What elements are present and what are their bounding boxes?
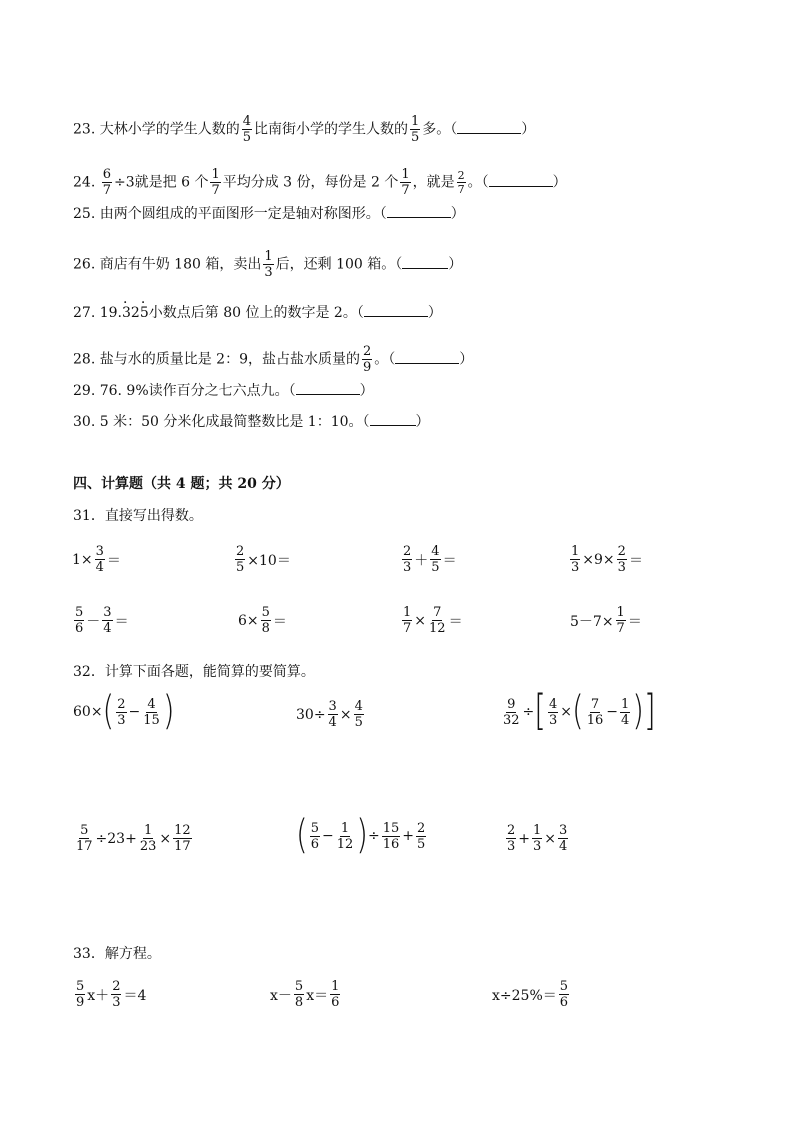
fraction: $\frac{6}{7}$ xyxy=(102,167,111,198)
equation-33-2: x－ $\frac{5}{8}$ x＝ $\frac{1}{6}$ xyxy=(270,979,340,1010)
calc-32-1: 60×( $\frac{2}{3}$ − $\frac{4}{15}$ ) xyxy=(73,687,175,735)
fraction: $\frac{4}{5}$ xyxy=(242,114,251,145)
calc-31-8: 5－7× $\frac{1}{7}$ ＝ xyxy=(570,605,642,636)
fraction: $\frac{2}{7}$ xyxy=(457,169,465,196)
question-number: 27. xyxy=(73,305,96,321)
question-number: 28. xyxy=(73,351,96,368)
calc-32-4: $\frac{5}{17}$ ÷23+ $\frac{1}{23}$ × $\frac{12}{17}$ xyxy=(76,823,191,854)
question-26: 26. 商店有牛奶 180 箱，卖出 $\frac{1}{3}$ 后，还剩 100 箱。（ ） xyxy=(73,249,463,280)
fraction: $\frac{1}{5}$ xyxy=(411,114,420,145)
question-31-title: 31．直接写出得数。 xyxy=(73,508,203,524)
question-number: 26. xyxy=(73,256,96,273)
calc-31-7: $\frac{1}{7}$ × $\frac{7}{12}$ ＝ xyxy=(403,605,463,636)
fraction: $\frac{2}{9}$ xyxy=(362,344,372,375)
calc-31-3: $\frac{2}{3}$ ＋ $\frac{4}{5}$ ＝ xyxy=(403,544,457,575)
section-heading: 四、计算题（共 4 题；共 20 分） xyxy=(73,476,290,492)
answer-blank[interactable] xyxy=(387,205,451,218)
calc-32-3: $\frac{9}{32}$ ÷[ $\frac{4}{3}$ ×( $\frac{7}{16}$ − $\frac{1}{4}$ )] xyxy=(503,686,656,736)
question-text: 比南街小学的学生人数的 xyxy=(254,121,408,138)
fraction: $\frac{1}{7}$ xyxy=(401,167,410,198)
question-number: 29. xyxy=(73,383,96,399)
calc-31-4: $\frac{1}{3}$ ×9× $\frac{2}{3}$ ＝ xyxy=(571,544,643,575)
question-29: 29. 76. 9%读作百分之七六点九。（ ） xyxy=(73,383,374,399)
question-24: 24. $\frac{6}{7}$ ÷3就是把 6 个 $\frac{1}{7}$ 平均分成 3 份，每份是 2 个 $\frac{1}{7}$ ，就是 $\frac{2}{7}$ 。（ ） xyxy=(73,167,567,198)
answer-blank[interactable] xyxy=(402,256,448,269)
question-text: 商店有牛奶 180 箱，卖出 xyxy=(99,256,262,273)
calc-32-5: ( $\frac{5}{6}$ − $\frac{1}{12}$ )÷ $\frac{15}{16}$ + $\frac{2}{5}$ xyxy=(296,811,426,859)
question-33-title: 33．解方程。 xyxy=(73,946,161,962)
question-number: 25. xyxy=(73,206,96,222)
fraction: $\frac{1}{7}$ xyxy=(211,167,220,198)
question-27: 27. 19.· 32· 5小数点后第 80 位上的数字是 2。（ ） xyxy=(73,304,442,322)
answer-blank[interactable] xyxy=(457,121,521,134)
calc-31-1: 1× $\frac{3}{4}$ ＝ xyxy=(72,544,121,575)
answer-blank[interactable] xyxy=(370,413,416,426)
question-25: 25. 由两个圆组成的平面图形一定是轴对称图形。（ ） xyxy=(73,206,465,222)
question-number: 23. xyxy=(73,121,96,138)
question-number: 24. xyxy=(73,174,96,191)
question-text: 76. 9%读作百分之七六点九。（ xyxy=(99,383,296,399)
answer-blank[interactable] xyxy=(296,382,360,395)
question-text: 小数点后第 80 位上的数字是 2。（ xyxy=(148,305,364,321)
question-text: 盐与水的质量比是 2：9，盐占盐水质量的 xyxy=(99,351,360,368)
calc-31-2: $\frac{2}{5}$ ×10＝ xyxy=(236,544,291,575)
calc-32-6: $\frac{2}{3}$ + $\frac{1}{3}$ × $\frac{3}{4}$ xyxy=(507,823,568,854)
repeating-decimal: 19.· 32· 5 xyxy=(100,305,149,321)
question-32-title: 32．计算下面各题，能简算的要简算。 xyxy=(73,664,315,680)
calc-31-5: $\frac{5}{6}$ － $\frac{3}{4}$ ＝ xyxy=(75,605,129,636)
equation-33-1: $\frac{5}{9}$ x＋ $\frac{2}{3}$ ＝4 xyxy=(76,979,147,1010)
answer-blank[interactable] xyxy=(395,351,459,364)
question-28: 28. 盐与水的质量比是 2：9，盐占盐水质量的 $\frac{2}{9}$ 。（ ） xyxy=(73,344,474,375)
question-number: 30. xyxy=(73,414,96,430)
equation-33-3: x÷25%＝ $\frac{5}{6}$ xyxy=(492,979,569,1010)
question-23: 23. 大林小学的学生人数的 $\frac{4}{5}$ 比南街小学的学生人数的 $\frac{1}{5}$ 多。（ ） xyxy=(73,114,536,145)
question-text: 5 米：50 分米化成最简整数比是 1：10。（ xyxy=(99,414,370,430)
fraction: $\frac{1}{3}$ xyxy=(264,249,273,280)
calc-31-6: 6× $\frac{5}{8}$ ＝ xyxy=(238,605,287,636)
calc-32-2: 30÷ $\frac{3}{4}$ × $\frac{4}{5}$ xyxy=(296,699,363,730)
question-text: 大林小学的学生人数的 xyxy=(99,121,240,138)
question-text: 由两个圆组成的平面图形一定是轴对称图形。（ xyxy=(99,206,387,222)
answer-blank[interactable] xyxy=(489,174,553,187)
question-30: 30. 5 米：50 分米化成最简整数比是 1：10。（ ） xyxy=(73,414,430,430)
answer-blank[interactable] xyxy=(364,304,428,317)
